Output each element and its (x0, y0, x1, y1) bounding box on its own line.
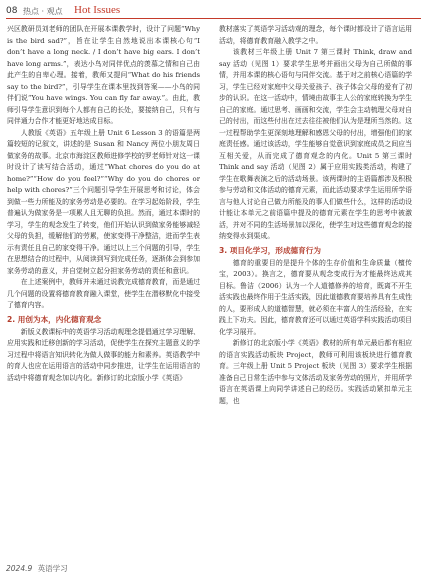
paragraph: 新修订的北京版小学《英语》教材的所有单元最后都有相应的语言实践活动板块 Project，教师可利用该板块进行德育教育。三年级上册 Unit 5 Project 板块（见图 3）要求学生根据准备自己日常生活中参与文体活动及家务劳动的照片，并用所学语言在英语课上向同学讲述自己的经历。实践活动紧扣单元主题，也 (219, 339, 412, 405)
section-label: 热点 · 观点 (23, 7, 63, 16)
paragraph: 兴区教研员刘老师的团队在开展本课教学时，设计了问题“Why is the bird sad?”，旨在让学生自然地说出本课核心句“I don’t have a long neck. / I don’t have big ears. I don’t have long arms.”，表达小鸟对同伴优点的羡慕之情和自己由此产生的自卑心理。接着，教师又提问“What do his friends say to the bird?”，引导学生在课本里找到答案——小鸟的同伴们说“You have wings. You can fly far away.”。由此，教师引导学生意识到每个人都有自己的长处，要接纳自己，只有与同伴通力合作才能更好地达成目标。 (7, 25, 200, 125)
left-column (7, 24, 200, 554)
journal-name: 英语学习 (37, 564, 68, 573)
page-number: 08 (6, 6, 18, 16)
page-header (0, 0, 427, 22)
page-footer (6, 563, 68, 574)
section-heading: 3. 项目化学习，形成德育行为 (219, 245, 321, 255)
header-divider (6, 18, 421, 19)
paragraph: 在上述案例中，教师并未通过说教完成德育教育，而是通过几个问题的设置将德育教育融入课堂，使学生在潜移默化中接受了德育内容。 (7, 278, 200, 309)
section-heading: 2. 用创为本，内化德育观念 (7, 314, 102, 324)
paragraph: 德育的重要目的是提升个体的生存价值和生命质量（檀传宝，2003）。换言之，德育要从观念变成行为才能最终达成其目标。鲁洁（2006）认为一个人道德修养的培育，既离不开生活实践也最终作用于生活实践，因此道德教育要培养具有生成性的人，要形成人的道德智慧，就必须在丰富人的生活经验，在实践上下功夫。因此，德育教育还可以通过英语学科实践活动项目化学习展开。 (219, 258, 412, 336)
section-label-en: Hot Issues (74, 4, 121, 16)
paragraph: 教材落实了英语学习活动观的理念，每个课时都设计了语言运用活动，将德育教育融入教学之中。 (219, 25, 412, 45)
issue-date: 2024.9 (6, 564, 33, 573)
paragraph: 人教版《英语》五年级上册 Unit 6 Lesson 3 的语篇是两篇较短的记叙文，讲述的是 Susan 和 Nancy 两位小朋友周日做家务的故事。北京市海淀区教师进修学校的罗老师针对这一课时设计了读写结合活动，通过“What chores do you do at home?”“How do you feel?”“Why do you do chores or help with chores?”三个问题引导学生开展思考和讨论，体会到做一些力所能及的家务劳动是必要的。在学习起始阶段，学生普遍认为做家务是一项累人且无聊的负担。然而，通过本课时的学习，学生的观念发生了转变，他们开始认识到做家务能够减轻父母的负担，缓解他们的劳累，使家变得干净整洁，进而学生表示有责任且自己的家变得干净。通过以上三个问题的引导，学生在思想结合的过程中，从阅读到写到完成任务，逐渐体会到参加家务劳动的意义，并自觉树立起分担家务劳动的责任和意识。 (7, 128, 200, 275)
paragraph: 该教材三年级上册 Unit 7 第三课时 Think, draw and say 活动（见图 1）要求学生思考并画出父母为自己所做的事情，并用本课的核心语句与同伴交流。基于对之前核心语篇的学习，学生已经对家庭中父母关爱孩子、孩子体会父母的爱有了初步的认识。在这一活动中，情境由故事主人公的家庭转换为学生自己的家庭。通过思考、画画和交流，学生会主动梳理父母对自己的付出，而这些付出在过去往往被他们认为是理所当然的。这一过程帮助学生更深刻地理解和感恩父母的付出，增强他们的家庭责任感。通过该活动，学生能够自觉意识到家庭成员之间应当互相关爱，从而完成了德育观念的内化。Unit 5 第三课时 Think and say 活动（见图 2）属于应用实践类活动，构建了学生在歌舞表演之后的活动场景。该两课时的主语篇都涉及积极参与劳动和文体活动的德育元素，而此活动要求学生运用所学语言与他人讨论自己做力所能及的事人们做些什么，这样的活动设计能让本单元之前语篇中提及的德育元素在学生的思考中被激活，并对不同的生活场景加以深化，使学生对这些德育观念的接纳变得水到渠成。 (219, 48, 412, 240)
paragraph: 新版义教课标中的英语学习活动观理念提倡通过学习理解、应用实践和迁移创新的学习活动，促使学生在探究主题意义的学习过程中将语言知识转化为做人做事的能力和素养。英语教学中的育人也应在运用语言的活动中同步推进，让学生在运用语言的活动中将德育观念加以内化。新修订的北京版小学《英语》 (7, 327, 200, 382)
right-column (219, 24, 412, 554)
